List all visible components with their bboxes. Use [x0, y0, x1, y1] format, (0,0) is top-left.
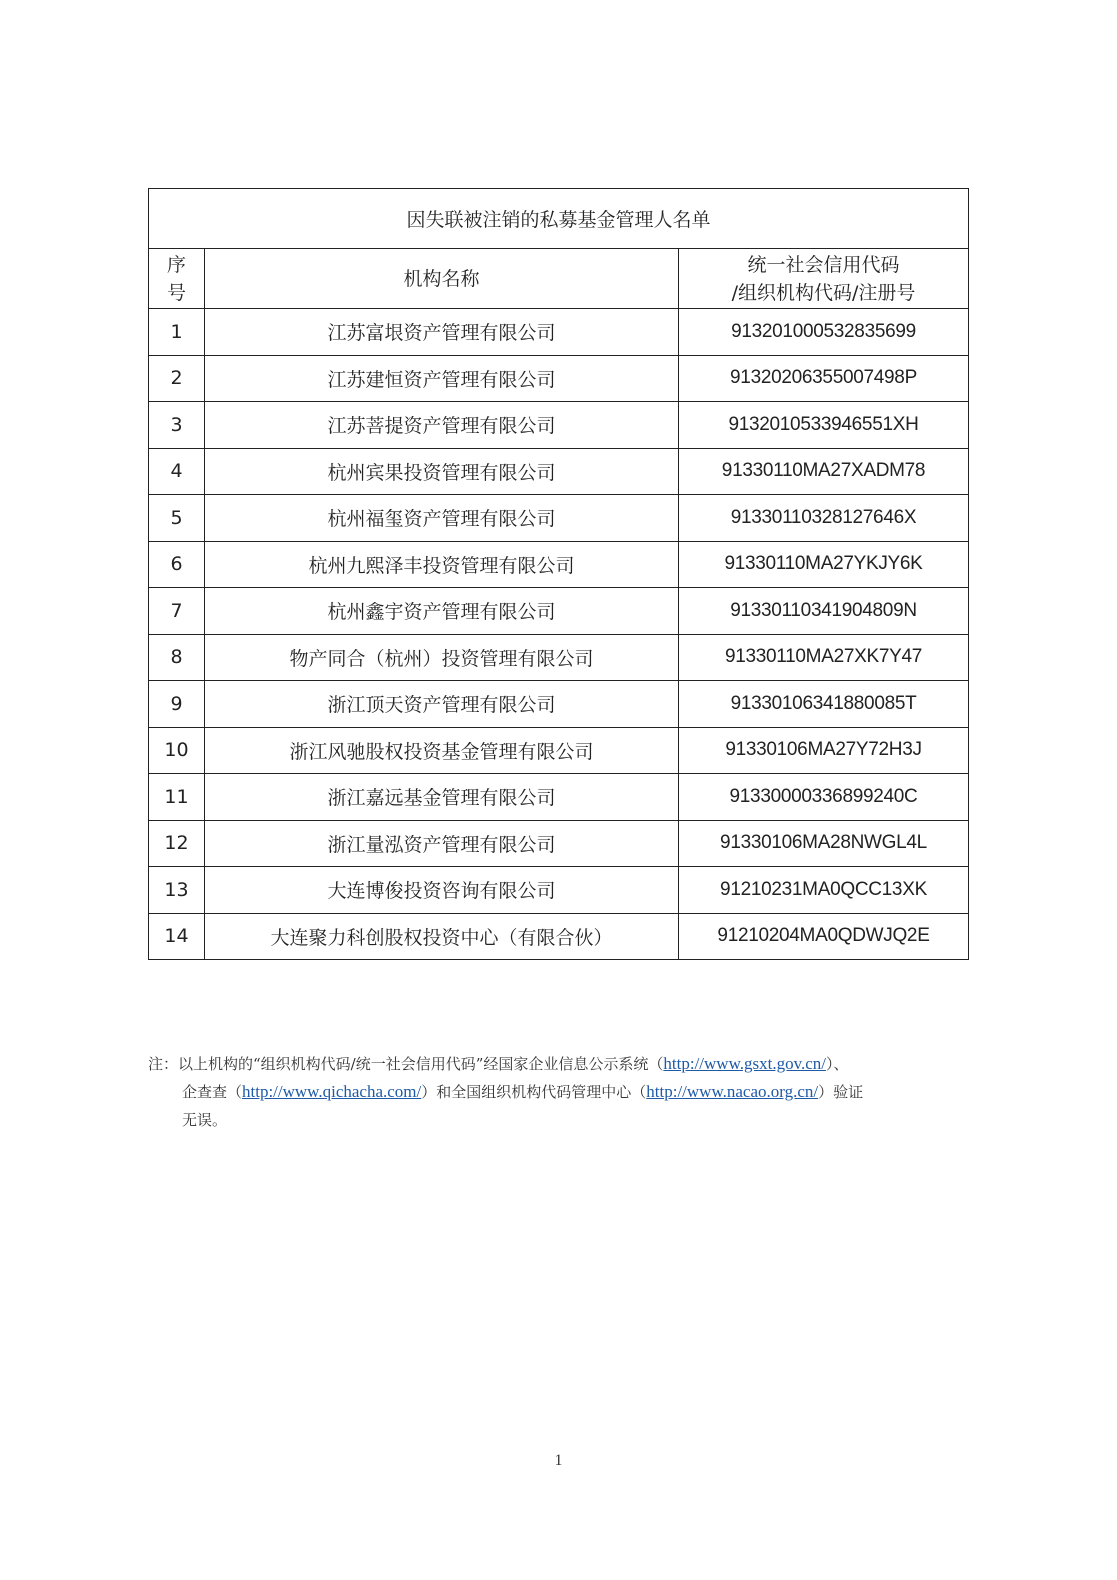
page-number: 1: [554, 1452, 563, 1469]
row-number: 14: [149, 913, 205, 960]
header-credit-code: [679, 249, 969, 309]
row-number: 1: [149, 309, 205, 356]
footnote-middle: ）和全国组织机构代码管理中心（: [421, 1083, 647, 1101]
table-row: [149, 820, 969, 867]
footnote-after-link3: ）验证: [818, 1083, 864, 1101]
institution-name: 杭州宾果投资管理有限公司: [205, 448, 679, 495]
row-number: 10: [149, 727, 205, 774]
institution-name: 浙江量泓资产管理有限公司: [205, 820, 679, 867]
institution-name: 浙江嘉远基金管理有限公司: [205, 774, 679, 821]
credit-code: 913201000532835699: [679, 309, 969, 356]
table-row: [149, 541, 969, 588]
row-number: 11: [149, 774, 205, 821]
institution-name: 浙江风驰股权投资基金管理有限公司: [205, 727, 679, 774]
institution-name: 浙江顶天资产管理有限公司: [205, 681, 679, 728]
row-number: 3: [149, 402, 205, 449]
header-code-line1: 统一社会信用代码: [747, 253, 900, 276]
footnote-line2: [148, 1078, 968, 1106]
credit-code: 91330000336899240C: [679, 774, 969, 821]
table-row: [149, 588, 969, 635]
credit-code: 91330106341880085T: [679, 681, 969, 728]
table-row: [149, 309, 969, 356]
institution-name: 大连博俊投资咨询有限公司: [205, 867, 679, 914]
institution-name: 江苏富垠资产管理有限公司: [205, 309, 679, 356]
institution-name: 杭州鑫宇资产管理有限公司: [205, 588, 679, 635]
institution-name: 物产同合（杭州）投资管理有限公司: [205, 634, 679, 681]
table-row: [149, 867, 969, 914]
credit-code: 91330110MA27YKJY6K: [679, 541, 969, 588]
credit-code: 91210231MA0QCC13XK: [679, 867, 969, 914]
gsxt-link[interactable]: http://www.gsxt.gov.cn/: [663, 1054, 827, 1073]
footnote-line3: 无误。: [182, 1111, 228, 1129]
qichacha-link[interactable]: http://www.qichacha.com/: [242, 1082, 422, 1101]
credit-code: 91330106MA27Y72H3J: [679, 727, 969, 774]
table-row: [149, 774, 969, 821]
row-number: 4: [149, 448, 205, 495]
table-body: [149, 309, 969, 960]
institution-name: 江苏建恒资产管理有限公司: [205, 355, 679, 402]
table-row: [149, 402, 969, 449]
credit-code: 91330106MA28NWGL4L: [679, 820, 969, 867]
credit-code: 91330110MA27XK7Y47: [679, 634, 969, 681]
footnote-after-link1: ）、: [826, 1055, 849, 1073]
table-row: [149, 913, 969, 960]
institution-name: 杭州九熙泽丰投资管理有限公司: [205, 541, 679, 588]
institution-name: 大连聚力科创股权投资中心（有限合伙）: [205, 913, 679, 960]
footnote-line2-prefix: 企查查（: [182, 1083, 243, 1101]
row-number: 12: [149, 820, 205, 867]
credit-code: 91330110341904809N: [679, 588, 969, 635]
header-serial-line1: 序: [166, 253, 186, 276]
nacao-link[interactable]: http://www.nacao.org.cn/: [646, 1082, 819, 1101]
footnote-line1: [148, 1050, 968, 1078]
row-number: 7: [149, 588, 205, 635]
header-serial-number: [149, 249, 205, 309]
row-number: 5: [149, 495, 205, 542]
credit-code: 91330110MA27XADM78: [679, 448, 969, 495]
table-title: 因失联被注销的私募基金管理人名单: [149, 189, 969, 249]
managers-table: [148, 188, 969, 960]
credit-code: 91210204MA0QDWJQ2E: [679, 913, 969, 960]
row-number: 2: [149, 355, 205, 402]
row-number: 6: [149, 541, 205, 588]
header-institution-name: 机构名称: [205, 249, 679, 309]
row-number: 8: [149, 634, 205, 681]
table-row: [149, 355, 969, 402]
header-serial-line2: 号: [166, 281, 186, 304]
table-row: [149, 727, 969, 774]
footnote: [148, 1050, 968, 1134]
institution-name: 江苏菩提资产管理有限公司: [205, 402, 679, 449]
row-number: 9: [149, 681, 205, 728]
institution-name: 杭州福玺资产管理有限公司: [205, 495, 679, 542]
table-row: [149, 448, 969, 495]
table-row: [149, 681, 969, 728]
table-row: [149, 495, 969, 542]
header-code-line2: /组织机构代码/注册号: [731, 281, 916, 304]
row-number: 13: [149, 867, 205, 914]
table-row: [149, 634, 969, 681]
footnote-prefix: 注：以上机构的“组织机构代码/统一社会信用代码”经国家企业信息公示系统（: [148, 1055, 664, 1073]
credit-code: 91330110328127646X: [679, 495, 969, 542]
credit-code: 9132010533946551XH: [679, 402, 969, 449]
credit-code: 91320206355007498P: [679, 355, 969, 402]
